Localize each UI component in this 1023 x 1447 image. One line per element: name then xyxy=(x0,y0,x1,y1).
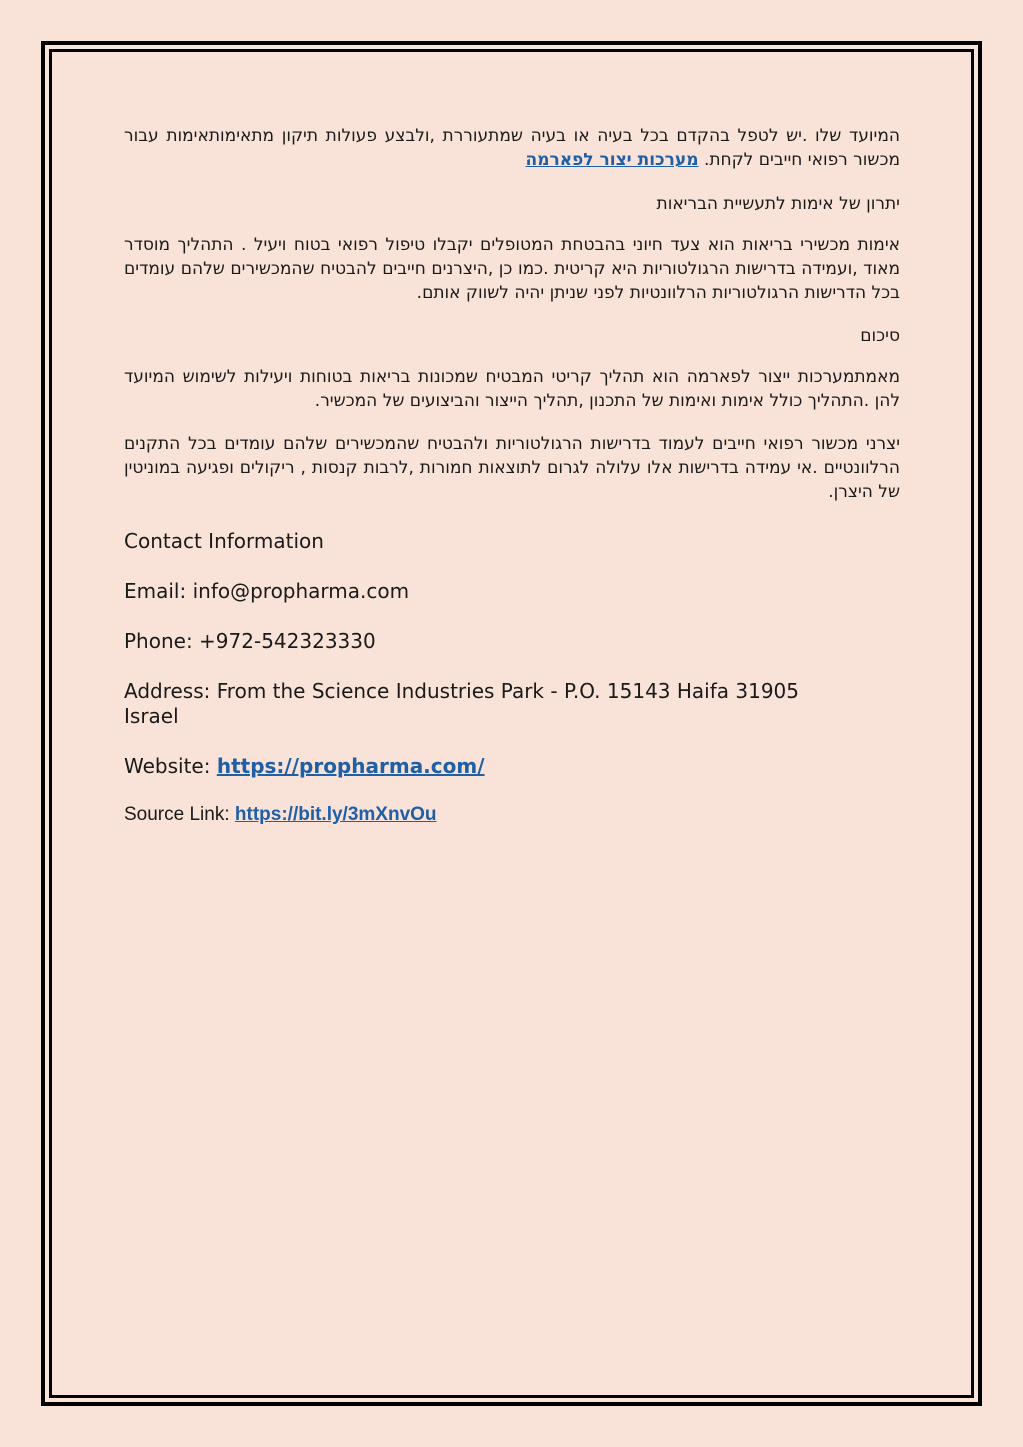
paragraph-manufacturers: יצרני מכשור רפואי חייבים לעמוד בדרישות הרגולטוריות ולהבטיח שהמכשירים שלהם עומדים בכל התקנים הרלוונטיים .אי עמידה בדרישות אלו עלולה לגרום לתוצאות חמורות ,לרבות קנסות , ריקולים ופגיעה במוניטין של היצרן. xyxy=(124,434,900,502)
contact-address: Address: From the Science Industries Park - P.O. 15143 Haifa 31905 Israel xyxy=(124,679,799,728)
source-line xyxy=(124,802,900,827)
paragraph-advantage: אימות מכשירי בריאות הוא צעד חיוני בהבטחת המטופלים יקבלו טיפול רפואי בטוח ויעיל . התהליך מוסדר מאוד ,ועמידה בדרישות הרגולטוריות היא קריטית .כמו כן ,היצרנים חייבים להבטיח שהמכשירים שלהם עומדים בכל הדרישות הרגולטוריות הרלוונטיות לפני שניתן יהיה לשווק אותם. xyxy=(124,235,900,303)
contact-heading: Contact Information xyxy=(124,529,324,553)
contact-website xyxy=(124,754,900,779)
website-link[interactable]: https://propharma.com/ xyxy=(216,754,485,778)
paragraph-intro-text: המיועד שלו .יש לטפל בהקדם בכל בעיה או בעיה שמתעוררת ,ולבצע פעולות תיקון מתאימותאימות עבור מכשור רפואי חייבים לקחת. xyxy=(124,126,900,170)
heading-advantage: יתרון של אימות לתעשיית הבריאות xyxy=(656,194,900,214)
document-body xyxy=(124,124,900,827)
source-link[interactable]: https://bit.ly/3mXnvOu xyxy=(234,804,437,825)
source-label: Source Link: xyxy=(124,804,235,825)
contact-email: Email: info@propharma.com xyxy=(124,579,410,603)
website-label: Website: xyxy=(124,754,217,778)
contact-phone: Phone: +972-542323330 xyxy=(124,629,376,653)
paragraph-summary: מאמתמערכות ייצור לפארמה הוא תהליך קריטי המבטיח שמכונות בריאות בטוחות ויעילות לשימוש המיועד להן .התהליך כולל אימות ואימות של התכנון ,תהליך הייצור והביצועים של המכשיר. xyxy=(124,367,900,411)
paragraph-intro xyxy=(124,124,900,172)
pharma-systems-link[interactable]: מערכות יצור לפארמה xyxy=(525,150,699,170)
heading-summary: סיכום xyxy=(860,326,900,346)
